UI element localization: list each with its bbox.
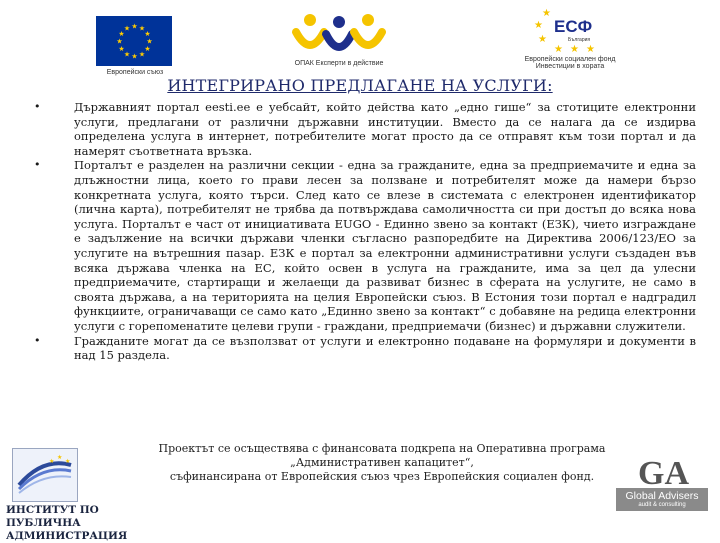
- ga-initials: GA: [638, 455, 689, 488]
- bullet-item: • Гражданите могат да се възползват от услуги и електронно подаване на формуляри и документи в над 15 раздела.: [20, 334, 696, 363]
- bullet-item: • Порталът е разделен на различни секции - една за гражданите, една за предприемачите и една за длъжностни лица, което го прави лесен за ползване и потребителят може да намери бързо конкретната услуга, която търси. След като се влезе в системата с електронен идентификатор (лична карта), потребителят не трябва да потвърждава самоличността си при достъп до всяка нова услуга. Порталът е част от инициативата EUGO - Единно звено за контакт (ЕЗК), чието изграждане е задължение на всички държави членки съгласно разпоредбите на Директива 2006/123/ЕО за услугите на вътрешния пазар. ЕЗК е портал за електронни административни услуги създаден във всяка държава членка на ЕС, който освен в услуга на гражданите, има за цел да улесни предприемачите, стартиращи и желаещи да развиват бизнес в сферата на услугите, не само в своята държава, а на територията на целия Европейски съюз. В Естония този портал е надградил функциите, ограничаващи се само като „Единно звено за контакт“ с добавяне на редица електронни услуги с горепоменатите целеви групи - граждани, предприемачи (бизнес) и държавни служители.: [20, 158, 696, 333]
- institute-name-line1: ИНСТИТУТ ПО ПУБЛИЧНА: [6, 504, 99, 529]
- svg-text:★: ★: [65, 458, 71, 465]
- eu-star-icon: ★: [123, 24, 131, 33]
- svg-text:★: ★: [49, 458, 55, 465]
- funding-note-line1: Проектът се осъществява с финансовата подкрепа на Оперативна програма: [158, 442, 606, 455]
- esf-caption-line2: Инвестиции в хората: [535, 63, 605, 70]
- eu-star-icon: ★: [118, 30, 125, 39]
- opak-figures-icon: [284, 10, 394, 60]
- esf-logo: [510, 8, 630, 78]
- institute-logo: [12, 448, 78, 502]
- eu-star-icon: ★: [131, 52, 138, 61]
- institute-name-line2: АДМИНИСТРАЦИЯ: [6, 530, 128, 542]
- eu-logo-caption: Европейски съюз: [106, 69, 164, 76]
- ga-sub: audit & consulting: [638, 502, 686, 508]
- eu-logo: [96, 16, 174, 78]
- funding-note-line3: съфинансирана от Европейския съюз чрез Европейския социален фонд.: [169, 470, 595, 483]
- eu-star-icon: ★: [138, 24, 146, 33]
- eu-star-icon: ★: [138, 50, 146, 59]
- svg-text:★: ★: [57, 454, 63, 461]
- eu-star-icon: ★: [144, 45, 151, 54]
- svg-text:★: ★: [570, 44, 579, 54]
- eu-star-icon: ★: [118, 45, 125, 54]
- eu-star-icon: ★: [123, 50, 131, 59]
- opak-logo-caption: ОПАК Експерти в действие: [294, 60, 384, 67]
- svg-text:★: ★: [586, 44, 595, 54]
- eu-star-icon: ★: [116, 37, 123, 46]
- ga-monogram-icon: [616, 452, 708, 488]
- svg-text:★: ★: [554, 44, 563, 54]
- funding-note-line2: „Административен капацитет“,: [290, 456, 474, 469]
- bullet-list: [20, 100, 696, 363]
- institute-name: [6, 504, 176, 543]
- eu-star-icon: ★: [146, 37, 153, 46]
- esf-stars-icon: [510, 8, 630, 54]
- eu-star-icon: ★: [144, 30, 151, 39]
- page-title: ИНТЕГРИРАНО ПРЕДЛАГАНЕ НА УСЛУГИ:: [167, 76, 553, 95]
- esf-sub: България: [568, 37, 591, 43]
- esf-caption-line1: Европейски социален фонд: [524, 56, 616, 63]
- eu-star-icon: ★: [131, 22, 138, 31]
- esf-mark: ЕСФ: [554, 17, 593, 36]
- global-advisers-logo: [616, 452, 708, 520]
- opak-logo: [284, 10, 394, 72]
- funding-note: [150, 442, 614, 484]
- ga-brand: Global Advisers: [625, 490, 699, 502]
- svg-text:★: ★: [538, 34, 547, 45]
- svg-text:★: ★: [534, 20, 543, 31]
- bullet-item: • Държавният портал eesti.ee е уебсайт, който действа като „едно гише“ за стотиците електронни услуги, предлагани от различни държавни институции. Вместо да се налага да се издирва определена услуга в интернет, потребителите могат просто да се отправят към този портал и да намерят съответната връзка.: [20, 100, 696, 158]
- institute-swoosh-icon: [13, 449, 77, 501]
- eu-flag-icon: [96, 16, 172, 66]
- svg-text:★: ★: [542, 8, 551, 19]
- ga-brand-bar: [616, 488, 708, 511]
